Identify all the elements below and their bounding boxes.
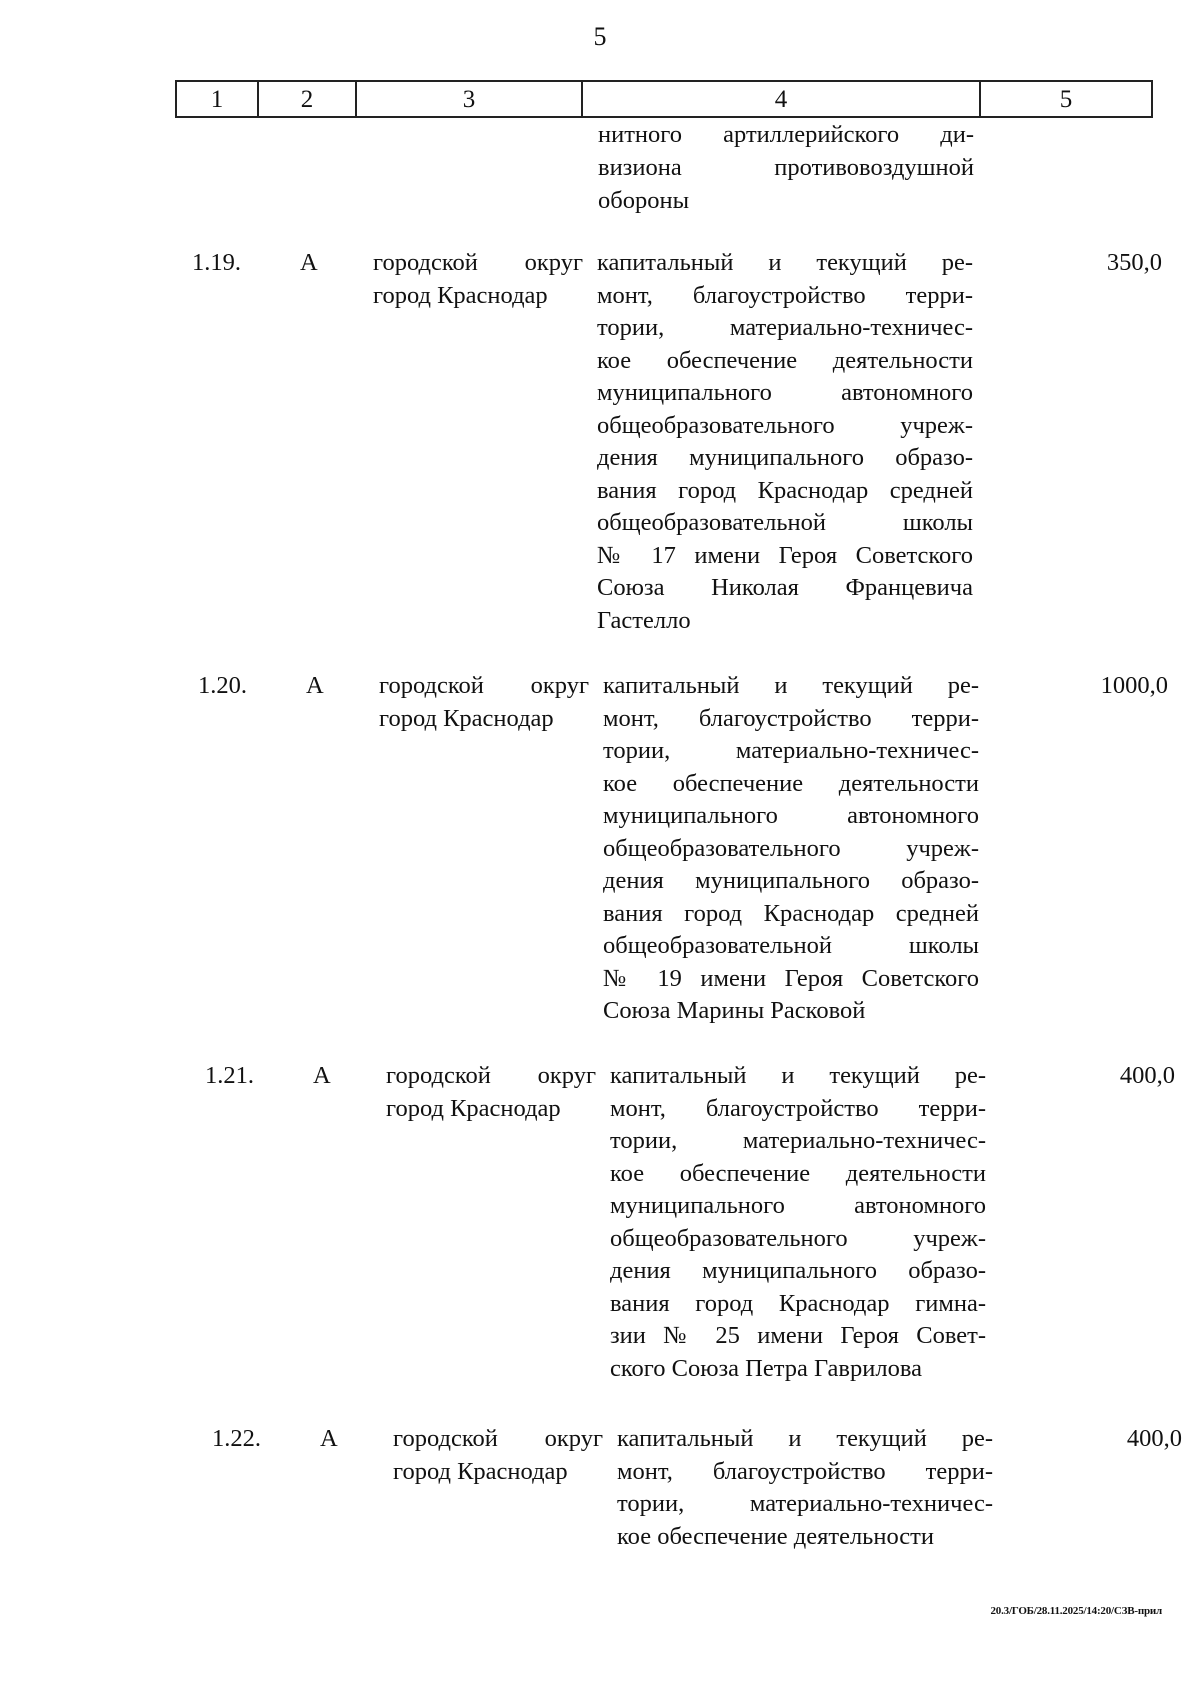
row-amount: 400,0 <box>1126 1425 1182 1452</box>
description-line: вания город Краснодар гимна- <box>610 1289 986 1317</box>
row-number: 1.19. <box>192 249 241 276</box>
description-line: дения муниципального образо- <box>610 1257 986 1284</box>
description-line: общеобразовательной школы <box>603 932 979 959</box>
continued-line: визиона противовоздушной <box>598 154 974 181</box>
row-location <box>386 1060 596 1125</box>
description-line: монт, благоустройство терри- <box>610 1094 986 1122</box>
description-line: общеобразовательной школы <box>597 509 973 536</box>
location-line: город Краснодар <box>393 1457 568 1485</box>
description-line: Союза Николая Францевича <box>597 574 973 601</box>
description-line: монт, благоустройство терри- <box>603 704 979 732</box>
description-line: Гастелло <box>597 606 691 634</box>
description-line: дения муниципального образо- <box>597 444 973 471</box>
row-location <box>379 670 589 735</box>
row-number: 1.21. <box>205 1062 254 1089</box>
row-category: А <box>313 1062 331 1089</box>
continued-line: обороны <box>598 187 690 214</box>
description-line: вания город Краснодар средней <box>603 899 979 927</box>
location-line: город Краснодар <box>379 704 554 732</box>
column-header-3: 3 <box>357 82 583 116</box>
description-line: капитальный и текущий ре- <box>617 1425 993 1452</box>
location-line: городской округ <box>379 672 589 699</box>
column-header-2: 2 <box>259 82 357 116</box>
description-line: кое обеспечение деятельности <box>603 769 979 797</box>
table-header-row <box>175 80 1153 118</box>
description-line: муниципального автономного <box>610 1192 986 1219</box>
description-line: № 17 имени Героя Советского <box>597 541 973 569</box>
description-line: общеобразовательного учреж- <box>603 834 979 862</box>
description-line: кое обеспечение деятельности <box>597 346 973 374</box>
description-line: капитальный и текущий ре- <box>603 672 979 699</box>
description-line: капитальный и текущий ре- <box>597 249 973 276</box>
description-line: вания город Краснодар средней <box>597 476 973 504</box>
description-line: кое обеспечение деятельности <box>610 1159 986 1187</box>
column-header-1: 1 <box>177 82 259 116</box>
location-line: городской округ <box>373 249 583 276</box>
row-number: 1.22. <box>212 1425 261 1452</box>
description-line: кое обеспечение деятельности <box>617 1522 935 1550</box>
row-number: 1.20. <box>198 672 247 699</box>
row-amount: 400,0 <box>1119 1062 1175 1089</box>
row-amount: 1000,0 <box>1100 672 1168 699</box>
description-line: дения муниципального образо- <box>603 867 979 894</box>
column-header-5: 5 <box>1059 86 1073 113</box>
description-line: монт, благоустройство терри- <box>617 1457 993 1485</box>
location-line: городской округ <box>393 1425 603 1452</box>
description-line: зии № 25 имени Героя Совет- <box>610 1322 986 1349</box>
location-line: город Краснодар <box>373 281 548 309</box>
page-number: 5 <box>593 22 607 51</box>
row-description <box>603 670 979 1028</box>
description-line: № 19 имени Героя Советского <box>603 964 979 992</box>
row-category: А <box>320 1425 338 1452</box>
row-location <box>393 1423 603 1488</box>
description-line: капитальный и текущий ре- <box>610 1062 986 1089</box>
description-line: тории, материально-техничес- <box>603 737 979 764</box>
description-line: общеобразовательного учреж- <box>610 1224 986 1252</box>
description-line: Союза Марины Расковой <box>603 997 866 1024</box>
continued-description <box>598 118 974 217</box>
row-description <box>617 1423 993 1553</box>
location-line: городской округ <box>386 1062 596 1089</box>
description-line: общеобразовательного учреж- <box>597 411 973 439</box>
description-line: тории, материально-техничес- <box>617 1490 993 1517</box>
description-line: муниципального автономного <box>603 802 979 829</box>
description-line: ского Союза Петра Гаврилова <box>610 1354 922 1382</box>
row-amount: 350,0 <box>1106 249 1162 276</box>
continued-line: нитного артиллерийского ди- <box>598 121 974 148</box>
document-code: 20.3/ГОБ/28.11.2025/14:20/СЗВ-прил <box>990 1605 1162 1617</box>
row-description <box>610 1060 986 1385</box>
description-line: муниципального автономного <box>597 379 973 406</box>
row-location <box>373 247 583 312</box>
description-line: монт, благоустройство терри- <box>597 281 973 309</box>
row-category: А <box>306 672 324 699</box>
location-line: город Краснодар <box>386 1094 561 1122</box>
column-header-4: 4 <box>583 82 981 116</box>
row-category: А <box>300 249 318 276</box>
description-line: тории, материально-техничес- <box>610 1127 986 1154</box>
row-description <box>597 247 973 637</box>
description-line: тории, материально-техничес- <box>597 314 973 341</box>
